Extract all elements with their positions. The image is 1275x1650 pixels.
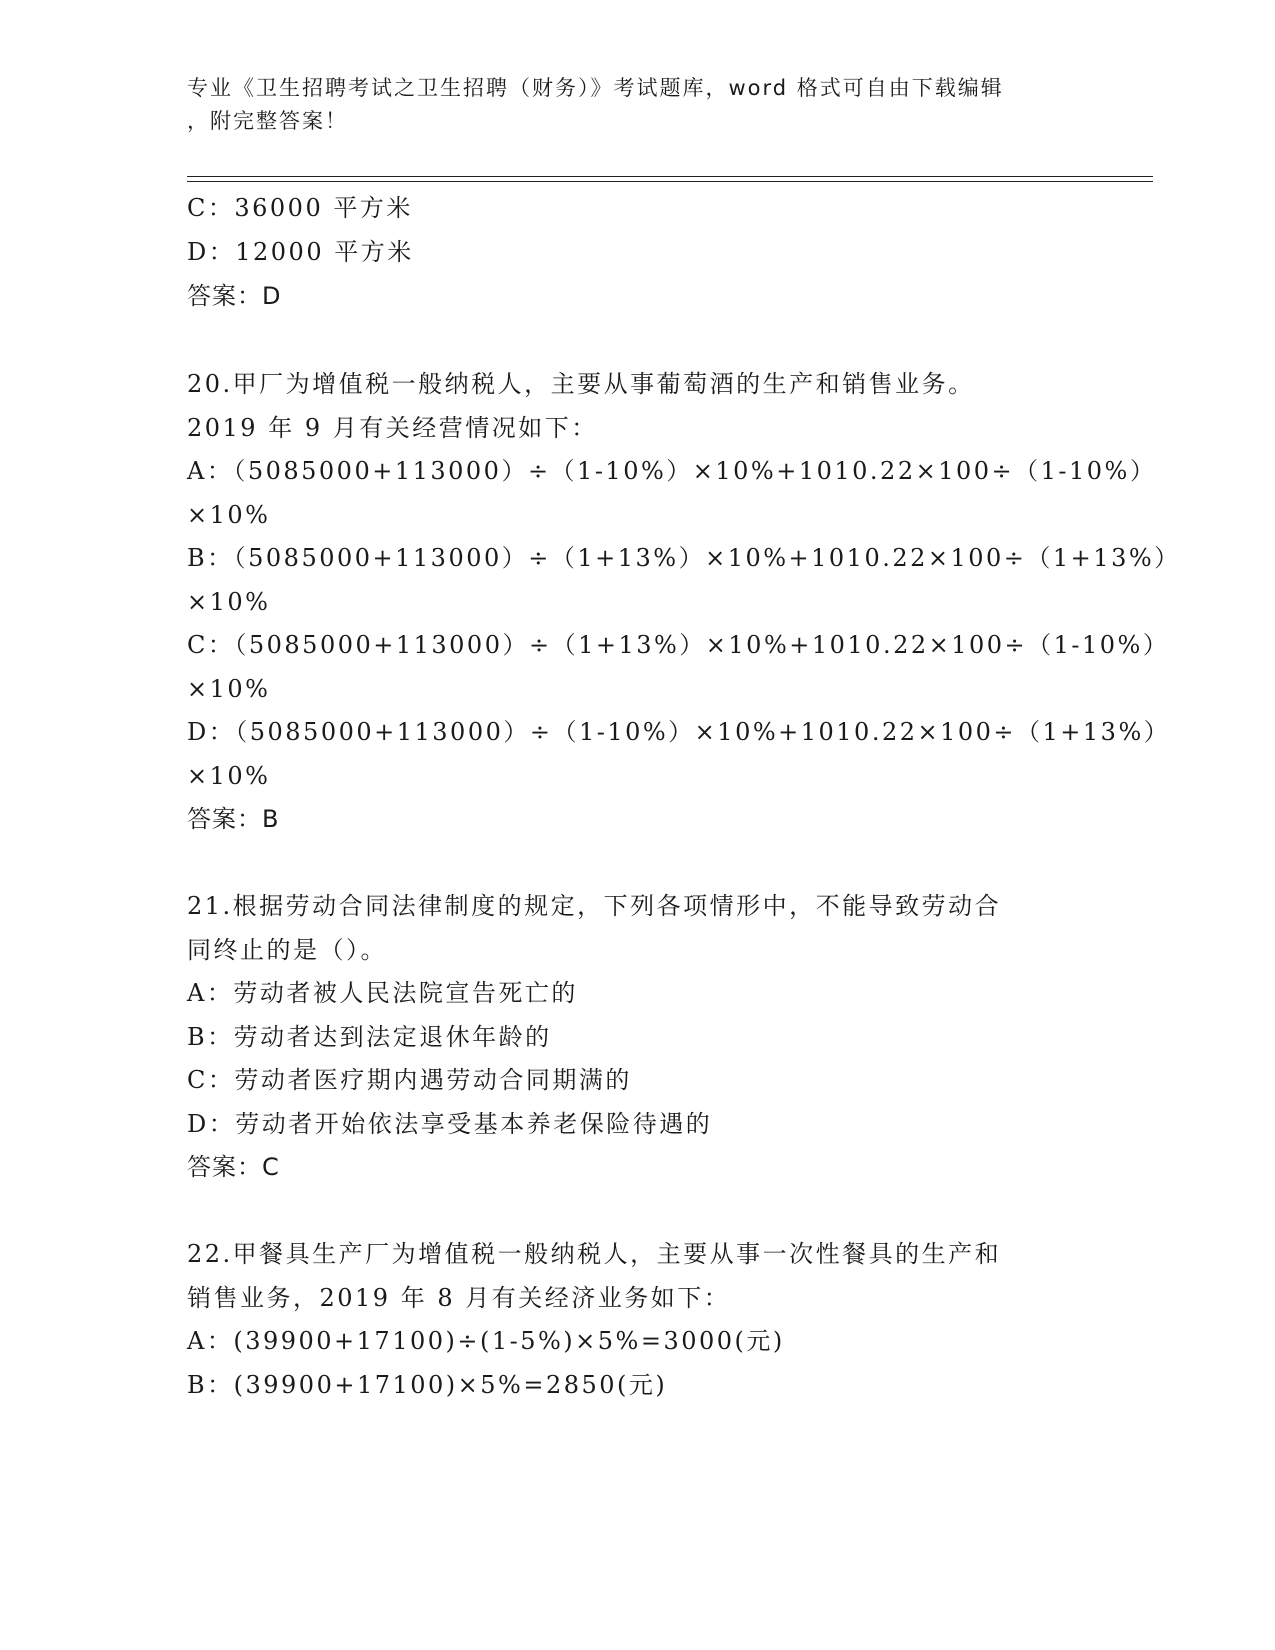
q20-answer: 答案：B (187, 805, 280, 833)
document-header (187, 72, 1067, 138)
q19-option-d: D：12000 平方米 (187, 238, 414, 266)
q19-answer: 答案：D (187, 282, 282, 310)
header-divider-bottom (187, 181, 1153, 182)
q22-option-a: A：(39900+17100)÷(1-5%)×5%=3000(元) (187, 1327, 785, 1355)
q20-option-b-line-2: ×10% (187, 588, 271, 616)
q21-answer: 答案：C (187, 1153, 280, 1181)
header-divider-top (187, 176, 1153, 177)
header-line-2: ，附完整答案！ (187, 109, 348, 133)
q21-option-b: B：劳动者达到法定退休年龄的 (187, 1023, 552, 1051)
header-line-1: 专业《卫生招聘考试之卫生招聘（财务）》考试题库，word 格式可自由下载编辑 (187, 76, 1004, 100)
q22-stem-line-2: 销售业务，2019 年 8 月有关经济业务如下： (187, 1284, 731, 1312)
q21-option-a: A：劳动者被人民法院宣告死亡的 (187, 979, 578, 1007)
q20-option-b-line-1: B：（5085000+113000）÷（1+13%）×10%+1010.22×100÷（1+13%） (187, 544, 1181, 572)
q20-option-c-line-2: ×10% (187, 675, 271, 703)
q21-option-d: D：劳动者开始依法享受基本养老保险待遇的 (187, 1110, 713, 1138)
q20-option-c-line-1: C：（5085000+113000）÷（1+13%）×10%+1010.22×100÷（1-10%） (187, 631, 1170, 659)
q21-stem-line-1: 21.根据劳动合同法律制度的规定，下列各项情形中，不能导致劳动合 (187, 892, 1002, 920)
q20-option-d-line-1: D：（5085000+113000）÷（1-10%）×10%+1010.22×100÷（1+13%） (187, 718, 1171, 746)
q20-option-a-line-1: A：（5085000+113000）÷（1-10%）×10%+1010.22×100÷（1-10%） (187, 457, 1157, 485)
q22-option-b: B：(39900+17100)×5%=2850(元) (187, 1371, 668, 1399)
q19-option-c: C：36000 平方米 (187, 194, 413, 222)
q21-stem-line-2: 同终止的是（）。 (187, 936, 387, 964)
q20-stem-line-2: 2019 年 9 月有关经营情况如下： (187, 414, 598, 442)
q20-option-d-line-2: ×10% (187, 762, 271, 790)
q20-option-a-line-2: ×10% (187, 501, 271, 529)
q22-stem-line-1: 22.甲餐具生产厂为增值税一般纳税人，主要从事一次性餐具的生产和 (187, 1240, 1002, 1268)
q21-option-c: C：劳动者医疗期内遇劳动合同期满的 (187, 1066, 632, 1094)
q20-stem-line-1: 20.甲厂为增值税一般纳税人，主要从事葡萄酒的生产和销售业务。 (187, 370, 975, 398)
